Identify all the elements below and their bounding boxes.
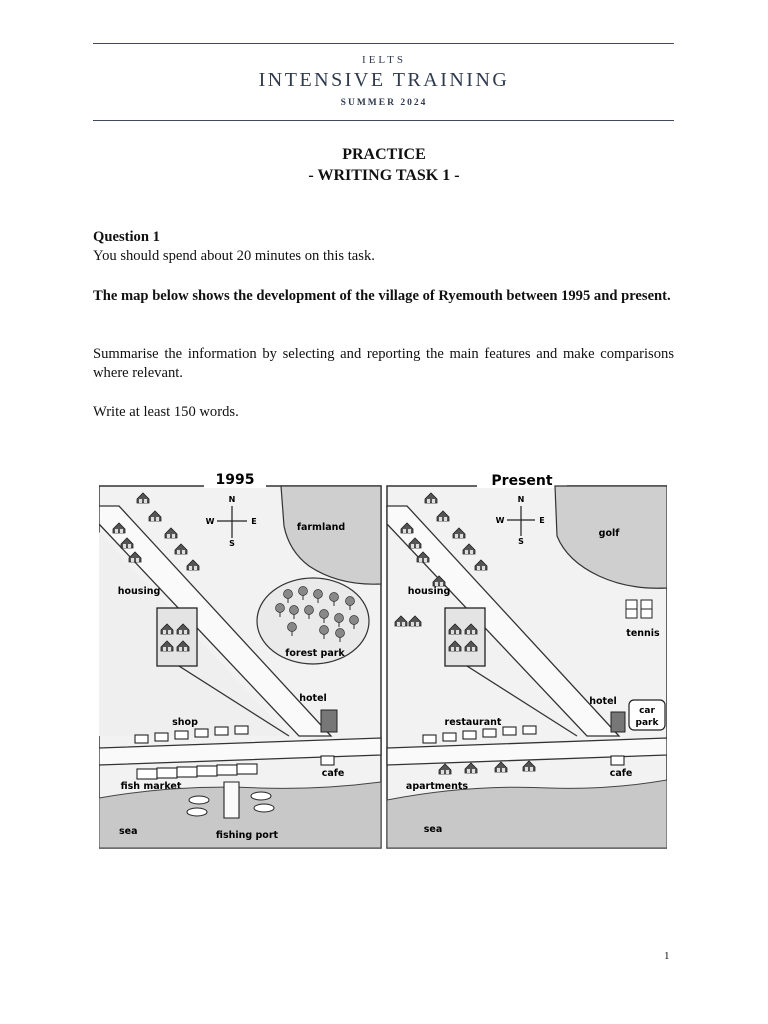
label-housing-present: housing [407, 586, 451, 597]
question-word-count: Write at least 150 words. [93, 404, 239, 420]
label-car-park-line1: car [639, 706, 655, 716]
map-present-title: Present [491, 473, 553, 489]
housing-block [157, 608, 197, 666]
header-bottom-rule [93, 120, 674, 121]
header-title: INTENSIVE TRAINING [258, 69, 510, 91]
label-sea-1995: sea [119, 826, 138, 837]
map-panel-1995 [99, 470, 381, 848]
practice-title: PRACTICE [342, 146, 426, 163]
svg-text:S: S [518, 537, 524, 546]
svg-text:E: E [251, 517, 257, 526]
svg-text:W: W [205, 517, 215, 526]
header-top-rule [93, 43, 674, 44]
label-cafe-present: cafe [609, 768, 633, 779]
question-prompt: The map below shows the development of the village of Ryemouth between 1995 and present. [93, 288, 671, 304]
label-car-park-line2: park [635, 718, 659, 728]
label-forest-park: forest park [285, 648, 345, 659]
map-1995-title: 1995 [215, 472, 255, 488]
ryemouth-map-figure [99, 466, 667, 850]
hotel-building-icon-present [611, 712, 625, 732]
svg-text:S: S [229, 539, 235, 548]
label-cafe-1995: cafe [321, 768, 345, 779]
label-tennis: tennis [626, 628, 660, 639]
label-hotel-1995: hotel [299, 693, 327, 704]
label-farmland: farmland [296, 522, 346, 533]
question-time-note: You should spend about 20 minutes on this task. [93, 248, 375, 264]
label-fishing-port: fishing port [215, 830, 279, 841]
hotel-building-icon [321, 710, 337, 732]
label-housing-1995: housing [117, 586, 161, 597]
practice-subtitle: - WRITING TASK 1 - [308, 167, 460, 184]
label-restaurant: restaurant [444, 717, 502, 728]
label-hotel-present: hotel [589, 696, 617, 707]
label-apartments: apartments [405, 781, 469, 792]
page-number: 1 [664, 950, 670, 962]
svg-text:W: W [495, 516, 505, 525]
label-shop: shop [172, 717, 198, 728]
map-panel-present [387, 470, 667, 848]
label-golf: golf [598, 528, 620, 539]
svg-text:N: N [228, 495, 236, 504]
header-subtitle: SUMMER 2024 [340, 98, 428, 108]
question-instruction: Summarise the information by selecting and reporting the main features and make comparisons where relevant. [93, 346, 674, 381]
label-sea-present: sea [423, 824, 443, 835]
label-fish-market: fish market [120, 781, 182, 792]
question-label: Question 1 [93, 229, 160, 245]
header-kicker: IELTS [362, 54, 406, 66]
svg-text:E: E [539, 516, 545, 525]
svg-text:N: N [517, 495, 525, 504]
fishing-pier [224, 782, 239, 818]
